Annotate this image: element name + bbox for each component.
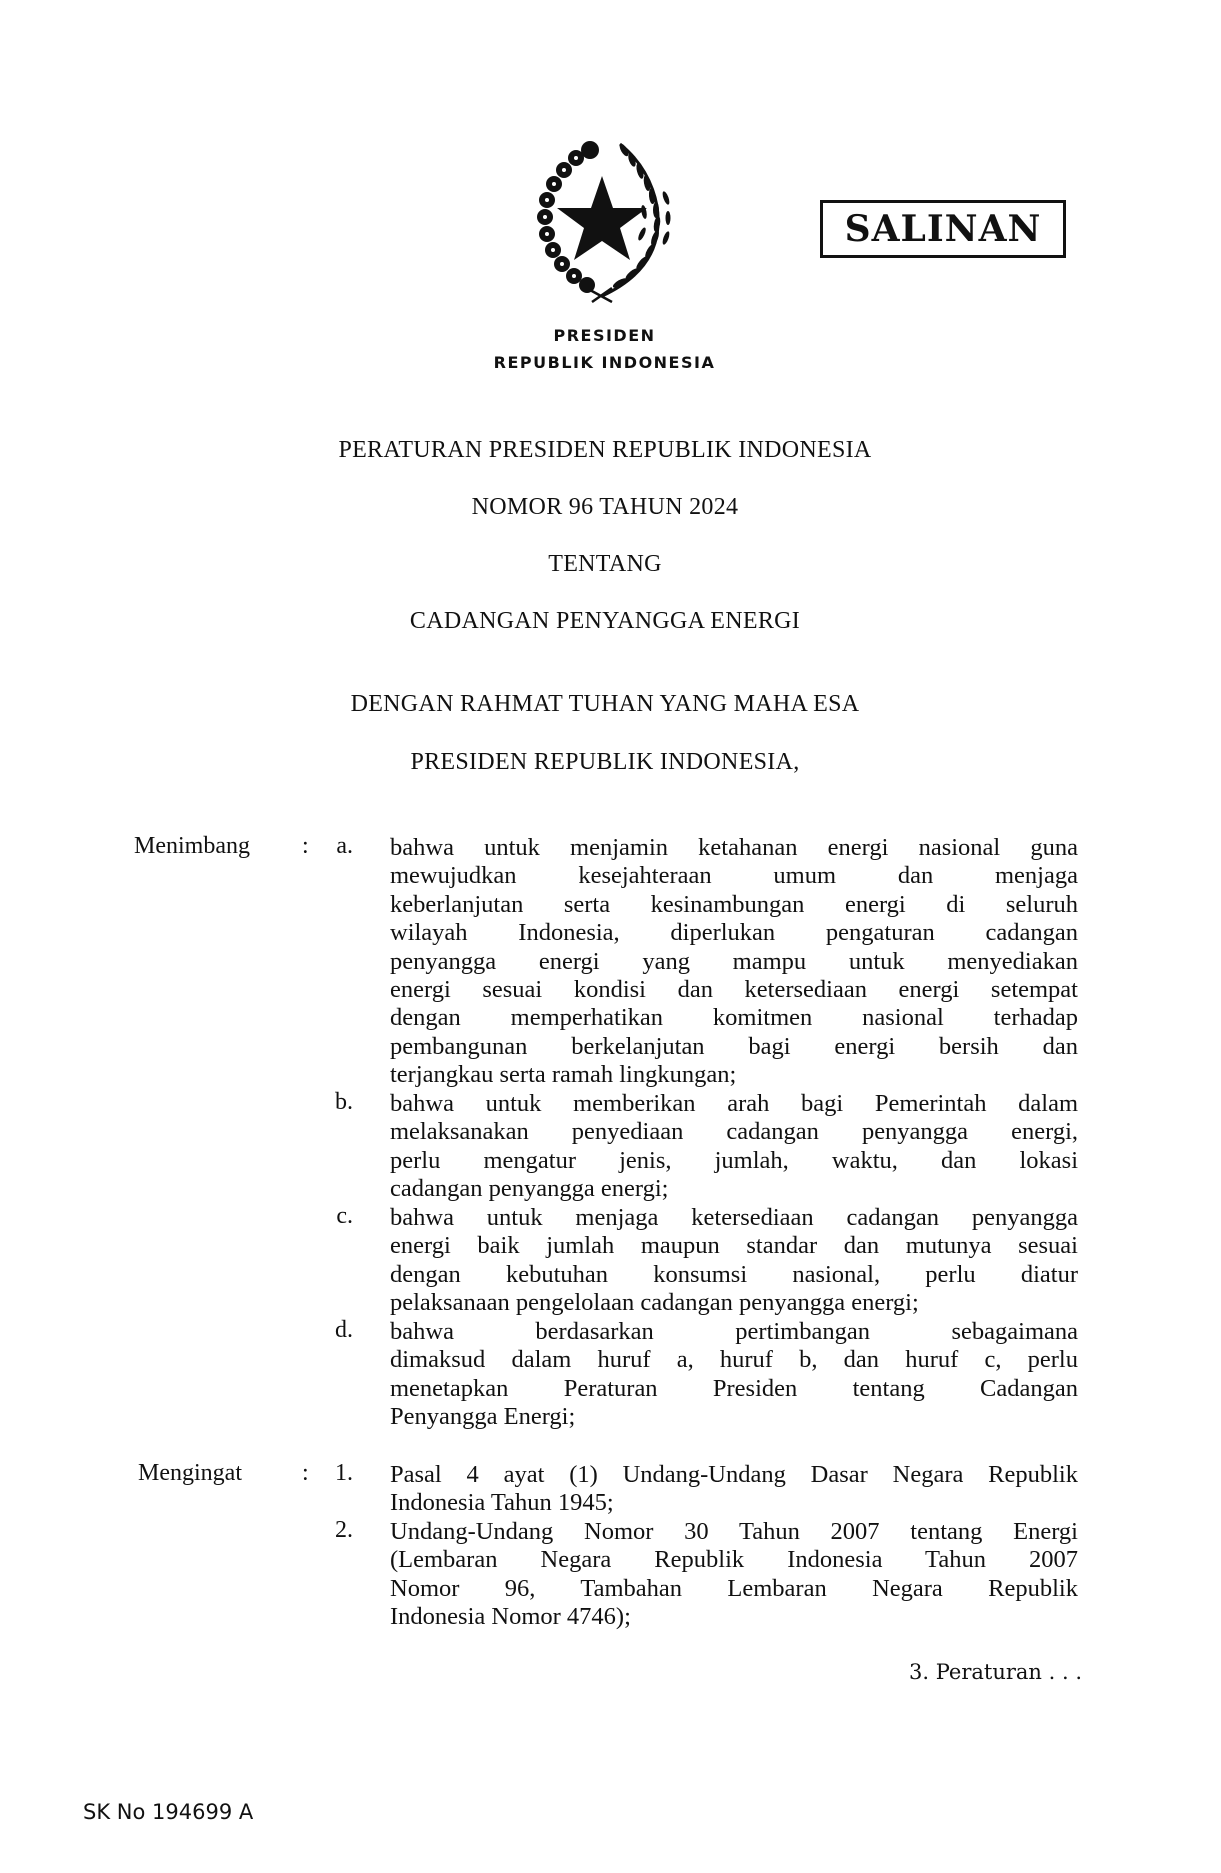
menimbang-item-c: [390, 1204, 1078, 1318]
text-line: Indonesia Tahun 1945;: [390, 1489, 614, 1517]
menimbang-label: Menimbang: [134, 833, 250, 859]
text-line: wilayah Indonesia, diperlukan pengaturan cadangan: [390, 919, 1078, 947]
text-line: energi baik jumlah maupun standar dan mutunya sesuai: [390, 1232, 1078, 1260]
seal-title-republik: REPUBLIK INDONESIA: [493, 353, 716, 372]
mengingat-marker-2: 2.: [335, 1517, 353, 1543]
mengingat-marker-1: 1.: [335, 1460, 353, 1486]
text-line: dengan kebutuhan konsumsi nasional, perlu diatur: [390, 1260, 1078, 1288]
text-line: bahwa untuk memberikan arah bagi Pemerintah dalam: [390, 1090, 1078, 1117]
text-line: bahwa untuk menjamin ketahanan energi nasional guna: [390, 834, 1078, 861]
regulation-tentang: TENTANG: [548, 551, 662, 577]
text-line: penyangga energi yang mampu untuk menyediakan: [390, 947, 1078, 975]
menimbang-marker-c: c.: [336, 1203, 353, 1229]
salinan-label: SALINAN: [844, 208, 1042, 250]
text-line: perlu mengatur jenis, jumlah, waktu, dan lokasi: [390, 1146, 1078, 1174]
star-wreath-icon: [520, 138, 685, 303]
text-line: bahwa untuk menjaga ketersediaan cadangan penyangga: [390, 1204, 1078, 1231]
mengingat-label: Mengingat: [138, 1460, 242, 1486]
text-line: Nomor 96, Tambahan Lembaran Negara Republik: [390, 1574, 1078, 1602]
regulation-title: PERATURAN PRESIDEN REPUBLIK INDONESIA: [338, 437, 872, 463]
mengingat-item-2: [390, 1518, 1078, 1632]
text-line: mewujudkan kesejahteraan umum dan menjaga: [390, 862, 1078, 890]
menimbang-item-d: [390, 1318, 1078, 1432]
text-line: Undang-Undang Nomor 30 Tahun 2007 tentang Energi: [390, 1518, 1078, 1545]
text-line: cadangan penyangga energi;: [390, 1175, 669, 1203]
text-line: (Lembaran Negara Republik Indonesia Tahun 2007: [390, 1546, 1078, 1574]
text-line: pembangunan berkelanjutan bagi energi bersih dan: [390, 1032, 1078, 1060]
menimbang-marker-b: b.: [335, 1089, 353, 1115]
text-line: energi sesuai kondisi dan ketersediaan energi setempat: [390, 975, 1078, 1003]
text-line: dimaksud dalam huruf a, huruf b, dan huruf c, perlu: [390, 1346, 1078, 1374]
menimbang-item-a: [390, 834, 1078, 1090]
sk-number: SK No 194699 A: [83, 1800, 254, 1824]
text-line: terjangkau serta ramah lingkungan;: [390, 1061, 737, 1089]
regulation-number: NOMOR 96 TAHUN 2024: [471, 494, 739, 520]
text-line: bahwa berdasarkan pertimbangan sebagaimana: [390, 1318, 1078, 1345]
text-line: menetapkan Peraturan Presiden tentang Cadangan: [390, 1374, 1078, 1402]
page-continuation: 3. Peraturan . . .: [909, 1660, 1082, 1684]
mengingat-item-1: [390, 1461, 1078, 1518]
preamble-presiden: PRESIDEN REPUBLIK INDONESIA,: [410, 749, 800, 775]
mengingat-colon: :: [302, 1460, 309, 1486]
text-line: pelaksanaan pengelolaan cadangan penyangga energi;: [390, 1289, 919, 1317]
text-line: melaksanakan penyediaan cadangan penyangga energi,: [390, 1118, 1078, 1146]
menimbang-colon: :: [302, 833, 309, 859]
menimbang-marker-d: d.: [335, 1317, 353, 1343]
salinan-stamp: [820, 200, 1066, 258]
seal-title-presiden: PRESIDEN: [553, 326, 656, 345]
menimbang-marker-a: a.: [336, 833, 353, 859]
text-line: Pasal 4 ayat (1) Undang-Undang Dasar Negara Republik: [390, 1461, 1078, 1488]
preamble-rahmat: DENGAN RAHMAT TUHAN YANG MAHA ESA: [350, 691, 860, 717]
presidential-emblem-icon: [520, 138, 685, 303]
text-line: keberlanjutan serta kesinambungan energi di seluruh: [390, 890, 1078, 918]
regulation-subject: CADANGAN PENYANGGA ENERGI: [409, 608, 801, 634]
menimbang-item-b: [390, 1090, 1078, 1204]
text-line: Penyangga Energi;: [390, 1403, 576, 1431]
text-line: Indonesia Nomor 4746);: [390, 1603, 631, 1631]
text-line: dengan memperhatikan komitmen nasional terhadap: [390, 1004, 1078, 1032]
